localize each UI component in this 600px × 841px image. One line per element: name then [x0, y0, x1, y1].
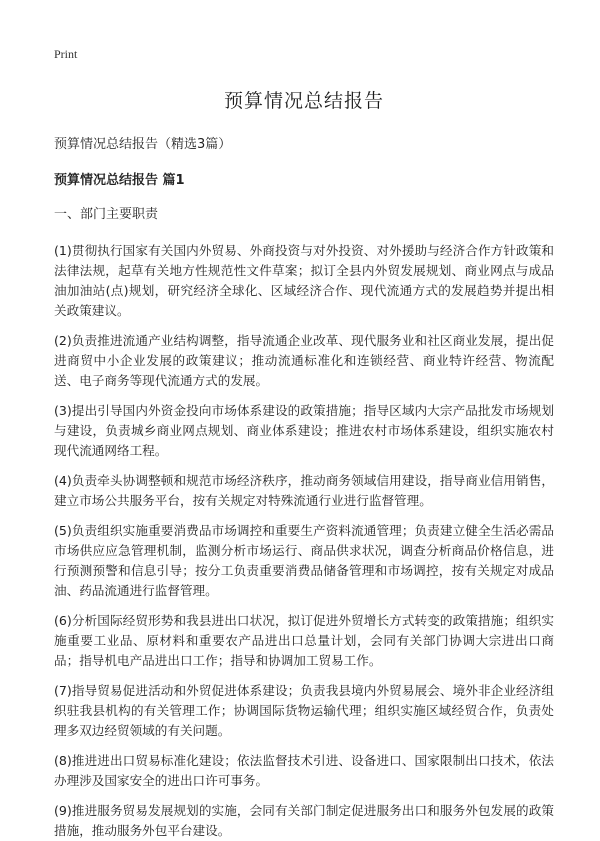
paragraph-6: (6)分析国际经贸形势和我县进出口状况，拟订促进外贸增长方式转变的政策措施；组织实施重要工业品、原材料和重要农产品进出口总量计划，会同有关部门协调大宗进出口商品；指导机电产品进出口工作；指导和协调加工贸易工作。 — [54, 613, 554, 668]
paragraph-7: (7)指导贸易促进活动和外贸促进体系建设；负责我县境内外贸易展会、境外非企业经济组织驻我县机构的有关管理工作；协调国际货物运输代理；组织实施区域经贸合作，负责处理多双边经贸领域的有关问题。 — [54, 683, 554, 738]
paragraph-5: (5)负责组织实施重要消费品市场调控和重要生产资料流通管理；负责建立健全生活必需品市场供应应急管理机制，监测分析市场运行、商品供求状况，调查分析商品价格信息，进行预测预警和信息引导；按分工负责重要消费品储备管理和市场调控，按有关规定对成品油、药品流通进行监督管理。 — [54, 523, 554, 598]
paragraph-4: (4)负责牵头协调整顿和规范市场经济秩序，推动商务领域信用建设，指导商业信用销售，建立市场公共服务平台，按有关规定对特殊流通行业进行监督管理。 — [54, 473, 554, 508]
section-heading: 预算情况总结报告 篇1 — [54, 173, 185, 188]
print-link[interactable]: Print — [54, 47, 78, 61]
paragraph-2: (2)负责推进流通产业结构调整，指导流通企业改革、现代服务业和社区商业发展，提出促进商贸中小企业发展的政策建议；推动流通标准化和连锁经营、商业特许经营、物流配送、电子商务等现代流通方式的发展。 — [54, 333, 554, 388]
paragraph-3: (3)提出引导国内外资金投向市场体系建设的政策措施；指导区域内大宗产品批发市场规划与建设，负责城乡商业网点规划、商业体系建设；推进农村市场体系建设，组织实施农村现代流通网络工程。 — [54, 403, 554, 458]
paragraph-9: (9)推进服务贸易发展规划的实施，会同有关部门制定促进服务出口和服务外包发展的政策措施，推动服务外包平台建设。 — [54, 803, 554, 838]
paragraph-1: (1)贯彻执行国家有关国内外贸易、外商投资与对外投资、对外援助与经济合作方针政策和法律法规，起草有关地方性规范性文件草案；拟订全县内外贸发展规划、商业网点与成品油加油站(点)规划，研究经济全球化、区域经济合作、现代流通方式的发展趋势并提出相关政策建议。 — [54, 243, 554, 318]
paragraph-8: (8)推进进出口贸易标准化建设；依法监督技术引进、设备进口、国家限制出口技术，依法办理涉及国家安全的进出口许可事务。 — [54, 753, 554, 788]
document-title: 预算情况总结报告 — [223, 90, 384, 112]
document-subtitle: 预算情况总结报告（精选3篇） — [54, 137, 232, 152]
section-label: 一、部门主要职责 — [54, 207, 159, 222]
